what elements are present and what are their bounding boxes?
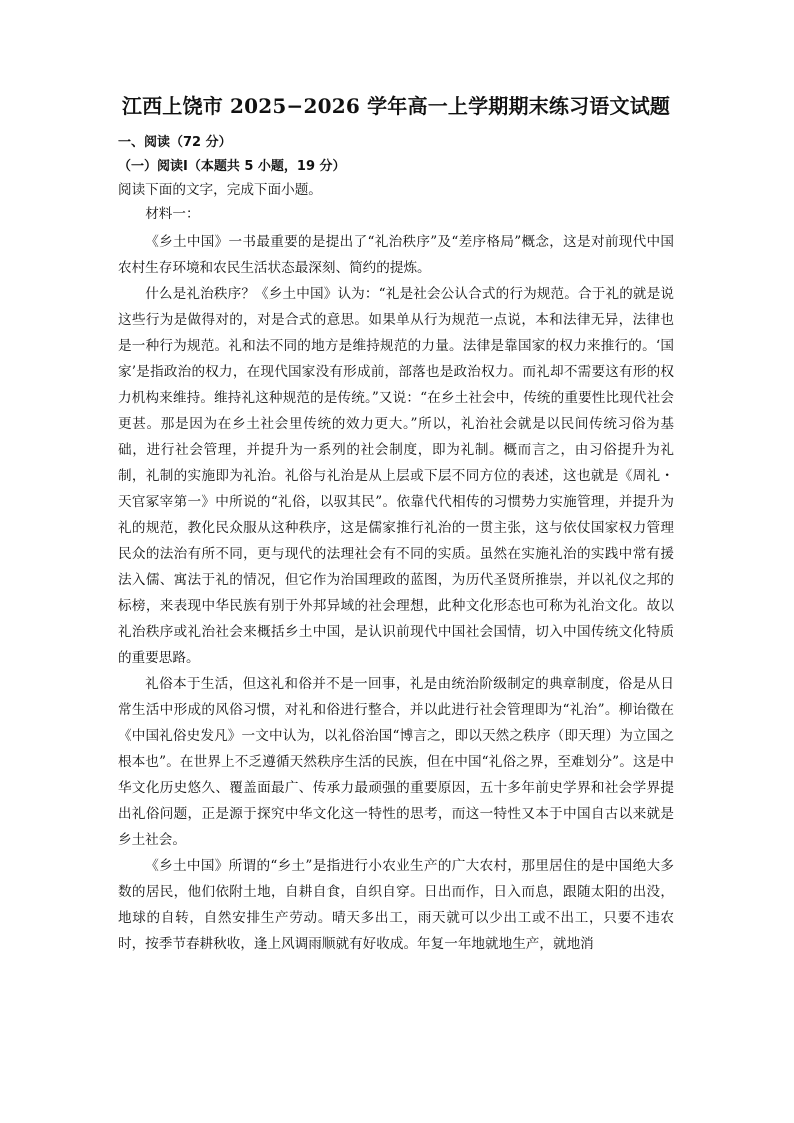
document-title: 江西上饶市 2025−2026 学年高一上学期期末练习语文试题 <box>121 94 671 118</box>
section-heading: （一）阅读Ⅰ（本题共 5 小题，19 分） <box>118 159 346 174</box>
paragraph-4: 《乡土中国》所谓的“乡土”是指进行小农业生产的广大农村，那里居住的是中国绝大多数的居民，他们依附土地，自耕自食，自织自穿。日出而作，日入而息，跟随太阳的出没，地球的自转，自然安排生产劳动。晴天多出工，雨天就可以少出工或不出工，只要不违农时，按季节春耕秋收，逢上风调雨顺就有好收成。年复一年地就地生产，就地消 <box>118 858 674 953</box>
part-heading: 一、阅读（72 分） <box>118 135 232 150</box>
paragraph-1: 《乡土中国》一书最重要的是提出了“礼治秩序”及“差序格局”概念，这是对前现代中国农村生存环境和农民生活状态最深刻、简约的提炼。 <box>118 234 674 277</box>
reading-instruction: 阅读下面的文字，完成下面小题。 <box>118 182 322 198</box>
material-label: 材料一： <box>145 205 200 222</box>
paragraph-3: 礼俗本于生活，但这礼和俗并不是一回事，礼是由统治阶级制定的典章制度，俗是从日常生活中形成的风俗习惯，对礼和俗进行整合，并以此进行社会管理即为“礼治”。柳诒徵在《中国礼俗史发凡》一文中认为，以礼俗治国“博言之，即以天然之秩序（即天理）为立国之根本也”。在世界上不乏遵循天然秩序生活的民族，但在中国“礼俗之界，至难划分”。这是中华文化历史悠久、覆盖面最广、传承力最顽强的重要原因，五十多年前史学界和社会学界提出礼俗问题，正是源于探究中华文化这一特性的思考，而这一特性又本于中国自古以来就是乡土社会。 <box>118 676 674 849</box>
document-page <box>118 92 674 957</box>
paragraph-2: 什么是礼治秩序？《乡土中国》认为：“礼是社会公认合式的行为规范。合于礼的就是说这些行为是做得对的，对是合式的意思。如果单从行为规范一点说，本和法律无异，法律也是一种行为规范。礼和法不同的地方是维持规范的力量。法律是靠国家的权力来推行的。‘国家’是指政治的权力，在现代国家没有形成前，部落也是政治权力。而礼却不需要这有形的权力机构来维持。维持礼这种规范的是传统。”又说：“在乡土社会中，传统的重要性比现代社会更甚。那是因为在乡土社会里传统的效力更大。”所以，礼治社会就是以民间传统习俗为基础，进行社会管理，并提升为一系列的社会制度，即为礼制。概而言之，由习俗提升为礼制，礼制的实施即为礼治。礼俗与礼治是从上层或下层不同方位的表述，这也就是《周礼・天官冢宰第一》中所说的“礼俗，以驭其民”。依靠代代相传的习惯势力实施管理，并提升为礼的规范，教化民众服从这种秩序，这是儒家推行礼治的一贯主张，这与依仗国家权力管理民众的法治有所不同，更与现代的法理社会有不同的实质。虽然在实施礼治的实践中常有援法入儒、寓法于礼的情况，但它作为治国理政的蓝图，为历代圣贤所推崇，并以礼仪之邦的标榜，来表现中华民族有别于外邦异域的社会理想，此种文化形态也可称为礼治文化。故以礼治秩序或礼治社会来概括乡土中国，是认识前现代中国社会国情，切入中国传统文化特质的重要思路。 <box>118 286 674 667</box>
